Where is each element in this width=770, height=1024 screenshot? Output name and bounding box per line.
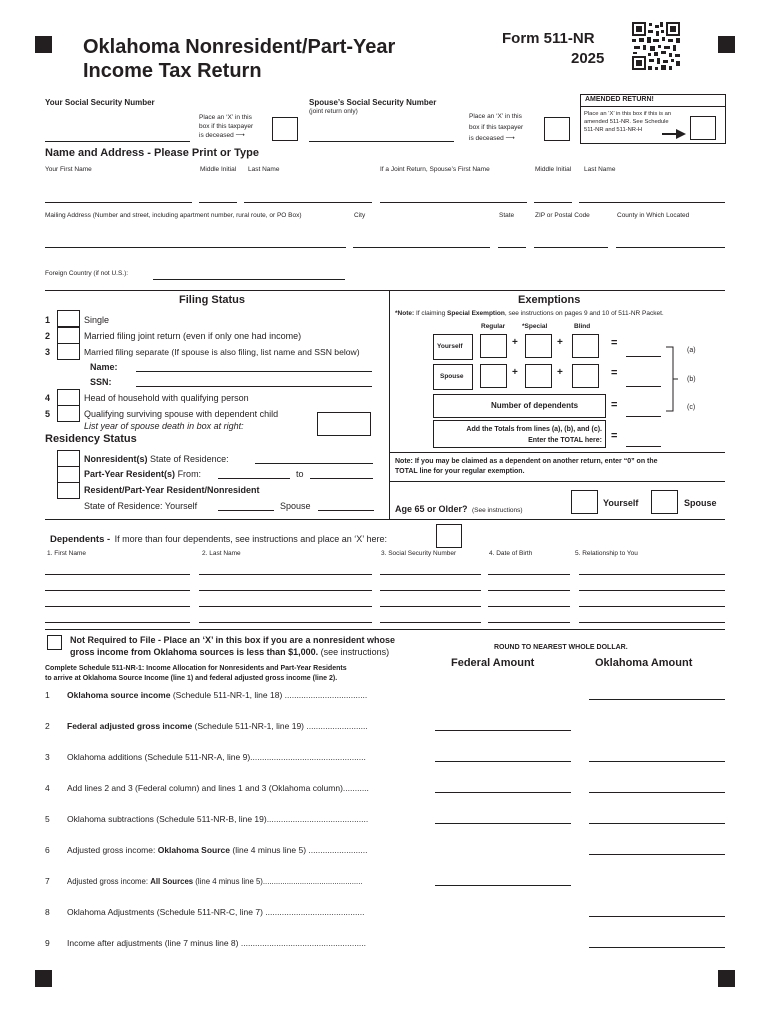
spouse-death-note: List year of spouse death in box at right: xyxy=(84,421,244,431)
county-label: County in Which Located xyxy=(617,212,690,219)
oklahoma-amount-line-1-input[interactable] xyxy=(589,699,725,700)
filing-num-3: 3 xyxy=(45,347,51,357)
exemption-spouse-blind[interactable] xyxy=(572,364,599,388)
income-line-9 xyxy=(45,938,366,948)
age65-spouse-label: Spouse xyxy=(684,498,717,508)
dependent-4-relationship-input[interactable] xyxy=(579,622,725,623)
residency-checkbox-nonresident[interactable] xyxy=(57,450,80,467)
residency-partyear: Part-Year Resident(s) From: xyxy=(84,469,202,479)
residency-spouse-input[interactable] xyxy=(318,510,374,511)
spouse-middle-initial-label: Middle Initial xyxy=(535,166,572,173)
foreign-country-label: Foreign Country (if not U.S.): xyxy=(45,270,129,277)
exemption-c-total[interactable] xyxy=(626,416,661,417)
oklahoma-amount-line-9-input[interactable] xyxy=(589,947,725,948)
spouse-ssn-label: Spouse’s Social Security Number xyxy=(309,98,437,107)
form-title xyxy=(83,35,395,83)
residency-mixed: Resident/Part-Year Resident/Nonresident xyxy=(84,485,260,495)
filing-num-1: 1 xyxy=(45,315,51,325)
exemptions-divider-2 xyxy=(389,481,725,482)
registration-mark-top-right xyxy=(718,36,735,53)
age65-label: Age 65 or Older? (See instructions) xyxy=(395,504,523,514)
age65-yourself-label: Yourself xyxy=(603,498,639,508)
round-note: ROUND TO NEAREST WHOLE DOLLAR. xyxy=(494,644,628,651)
number-of-dependents-label: Number of dependents xyxy=(491,401,579,410)
dependents-col-dob: 4. Date of Birth xyxy=(489,550,533,557)
income-line-label: (Schedule 511-NR-1, line 18) ................................... xyxy=(170,690,368,700)
residency-checkbox-mixed[interactable] xyxy=(57,482,80,499)
exemption-spouse-regular[interactable] xyxy=(480,364,507,388)
filing-num-5: 5 xyxy=(45,409,51,419)
federal-amount-line-5-input[interactable] xyxy=(435,823,571,824)
federal-amount-line-7-input[interactable] xyxy=(435,885,571,886)
registration-mark-bottom-left xyxy=(35,970,52,987)
exemptions-divider xyxy=(389,452,725,453)
spouse-deceased-checkbox[interactable] xyxy=(544,117,570,141)
nonresident-state-input[interactable] xyxy=(255,463,373,464)
income-line-3 xyxy=(45,752,366,762)
income-line-label: Oklahoma Adjustments (Schedule 511-NR-C, line 7) .......................................... xyxy=(67,907,365,917)
column-divider xyxy=(389,290,390,519)
equals-icon: = xyxy=(611,337,618,349)
spouse-ssn-fs-label: SSN: xyxy=(90,377,112,387)
zip-input[interactable] xyxy=(534,247,608,248)
dependent-2-ssn-input[interactable] xyxy=(380,590,481,591)
exemption-yourself-regular[interactable] xyxy=(480,334,507,358)
state-label: State xyxy=(499,212,515,219)
spouse-last-name-label: Last Name xyxy=(584,166,616,173)
your-ssn-input-line[interactable] xyxy=(45,141,190,142)
spouse-last-name-input[interactable] xyxy=(579,202,725,203)
filing-checkbox-separate[interactable] xyxy=(57,343,80,360)
totals-label: Add the Totals from lines (a), (b), and (c). Enter the TOTAL here: xyxy=(466,426,602,444)
federal-amount-line-3-input[interactable] xyxy=(435,761,571,762)
dependent-4-last-name-input[interactable] xyxy=(199,622,372,623)
residency-checkbox-partyear[interactable] xyxy=(57,466,80,483)
oklahoma-amount-line-4-input[interactable] xyxy=(589,792,725,793)
exemptions-heading: Exemptions xyxy=(518,294,581,306)
dependent-2-last-name-input[interactable] xyxy=(199,590,372,591)
last-name-label: Last Name xyxy=(248,166,280,173)
amended-note: Place an ‘X’ in this box if this is an amended 511-NR. See Schedule 511-NR and 511-NR-H xyxy=(584,111,672,133)
income-line-number: 4 xyxy=(45,783,50,793)
your-ssn-label: Your Social Security Number xyxy=(45,98,155,107)
filing-num-4: 4 xyxy=(45,393,51,403)
federal-amount-line-2-input[interactable] xyxy=(435,730,571,731)
middle-initial-label: Middle Initial xyxy=(200,166,237,173)
dependents-heading: Dependents - If more than four dependents, see instructions and place an ‘X’ here: xyxy=(50,534,387,545)
equals-icon: = xyxy=(611,399,618,411)
filing-label-single: Single xyxy=(84,315,110,325)
income-line-number: 1 xyxy=(45,690,50,700)
exemption-spouse-label: Spouse xyxy=(440,373,464,380)
dependent-3-first-name-input[interactable] xyxy=(45,606,190,607)
residency-yourself-input[interactable] xyxy=(218,510,274,511)
income-line-5 xyxy=(45,814,368,824)
income-line-4 xyxy=(45,783,369,793)
section-divider xyxy=(45,629,725,630)
your-deceased-checkbox[interactable] xyxy=(272,117,298,141)
income-line-8 xyxy=(45,907,364,917)
partyear-from-input[interactable] xyxy=(218,478,290,479)
form-number: Form 511-NR xyxy=(502,30,595,47)
exemption-a-total[interactable] xyxy=(626,356,661,357)
first-name-input[interactable] xyxy=(45,202,192,203)
spouse-middle-initial-input[interactable] xyxy=(534,202,572,203)
partyear-to-input[interactable] xyxy=(310,478,373,479)
amended-divider xyxy=(580,106,726,107)
mailing-address-label: Mailing Address (Number and street, including apartment number, rural route, or PO Box) xyxy=(45,212,302,219)
amended-title: AMENDED RETURN! xyxy=(585,96,654,103)
city-input[interactable] xyxy=(353,247,490,248)
last-name-input[interactable] xyxy=(244,202,372,203)
filing-label-qss: Qualifying surviving spouse with dependent child xyxy=(84,409,279,419)
dependent-1-first-name-input[interactable] xyxy=(45,574,190,575)
income-line-label: Oklahoma subtractions (Schedule 511-NR-B, line 19)........................................... xyxy=(67,814,369,824)
dependents-overflow-checkbox[interactable] xyxy=(436,524,462,548)
spouse-ssn-sub: (joint return only) xyxy=(309,108,358,115)
income-line-label: Income after adjustments (line 7 minus line 8) ..................................................... xyxy=(67,938,367,948)
filing-checkbox-qss[interactable] xyxy=(57,405,80,422)
spouse-first-name-label: If a Joint Return, Spouse’s First Name xyxy=(380,166,490,173)
income-line-number: 3 xyxy=(45,752,50,762)
registration-mark-top-left xyxy=(35,36,52,53)
filing-checkbox-hoh[interactable] xyxy=(57,389,80,406)
income-line-label: (line 4 minus line 5).............................................. xyxy=(193,877,363,886)
income-line-7 xyxy=(45,876,363,886)
dependent-4-first-name-input[interactable] xyxy=(45,622,190,623)
residency-nonresident: Nonresident(s) State of Residence: xyxy=(84,454,229,464)
abc-bracket xyxy=(664,345,684,420)
spouse-name-label: Name: xyxy=(90,362,118,372)
middle-initial-input[interactable] xyxy=(199,202,237,203)
income-line-6 xyxy=(45,845,367,855)
dependent-3-last-name-input[interactable] xyxy=(199,606,372,607)
amended-checkbox[interactable] xyxy=(690,116,716,140)
equals-icon: = xyxy=(611,367,618,379)
exemption-yourself-special[interactable] xyxy=(525,334,552,358)
income-line-bold-label: Oklahoma source income xyxy=(67,690,171,700)
residency-spouse-label: Spouse xyxy=(280,501,311,511)
dependent-note: Note: If you may be claimed as a dependent on another return, enter “0” on the TOTAL line for your regular exemption. xyxy=(395,458,658,475)
plus-icon: + xyxy=(512,337,518,348)
oklahoma-amount-line-3-input[interactable] xyxy=(589,761,725,762)
total-exemptions-input[interactable] xyxy=(626,446,661,447)
oklahoma-amount-heading: Oklahoma Amount xyxy=(595,657,693,669)
col-special: *Special xyxy=(522,323,548,330)
not-required-text: Not Required to File - Place an ‘X’ in this box if you are a nonresident whose gross income from Oklahoma sources is less than $1,000. (see instructions) xyxy=(70,635,396,657)
not-required-checkbox[interactable] xyxy=(47,635,62,650)
equals-icon: = xyxy=(611,430,618,442)
income-line-label: Add lines 2 and 3 (Federal column) and lines 1 and 3 (Oklahoma column)........... xyxy=(67,783,369,793)
foreign-country-input[interactable] xyxy=(153,279,345,280)
label-c: (c) xyxy=(687,404,696,411)
spouse-ssn-input-line[interactable] xyxy=(309,141,454,142)
age65-yourself-checkbox[interactable] xyxy=(571,490,598,514)
dependent-2-first-name-input[interactable] xyxy=(45,590,190,591)
filing-checkbox-single[interactable] xyxy=(57,310,80,327)
dependent-2-dob-input[interactable] xyxy=(488,590,570,591)
income-line-bold-label: Federal adjusted gross income xyxy=(67,721,193,731)
label-b: (b) xyxy=(687,376,696,383)
income-line-2 xyxy=(45,721,368,731)
section-divider xyxy=(45,290,725,291)
income-line-number: 5 xyxy=(45,814,50,824)
income-line-number: 9 xyxy=(45,938,50,948)
col-regular: Regular xyxy=(481,323,506,330)
dependent-4-dob-input[interactable] xyxy=(488,622,570,623)
filing-num-2: 2 xyxy=(45,331,51,341)
tax-year: 2025 xyxy=(571,50,605,67)
income-line-label: Oklahoma additions (Schedule 511-NR-A, line 9)................................................. xyxy=(67,752,366,762)
spouse-deceased-note: Place an ‘X’ in this box if this taxpayer is deceased ⟶ xyxy=(469,113,524,142)
dependents-col-relationship: 5. Relationship to You xyxy=(575,550,638,557)
complete-schedule-note: Complete Schedule 511-NR-1: Income Allocation for Nonresidents and Part-Year Residents to arrive at Oklahoma Source Income (line 1) and federal adjusted gross income (line 2). xyxy=(45,665,347,682)
label-a: (a) xyxy=(687,347,696,354)
form-title-line2: Income Tax Return xyxy=(83,60,262,82)
partyear-to-label: to xyxy=(296,469,304,479)
city-label: City xyxy=(354,212,366,219)
dependents-col-last: 2. Last Name xyxy=(202,550,241,557)
your-deceased-note: Place an ‘X’ in this box if this taxpayer is deceased ⟶ xyxy=(199,114,254,139)
section-divider xyxy=(45,519,725,520)
first-name-label: Your First Name xyxy=(45,166,92,173)
exemption-spouse-special[interactable] xyxy=(525,364,552,388)
dependent-4-ssn-input[interactable] xyxy=(380,622,481,623)
income-line-number: 6 xyxy=(45,845,50,855)
arrow-right-icon: ⟶ xyxy=(235,132,245,139)
exemption-b-total[interactable] xyxy=(626,386,661,387)
dependents-col-ssn: 3. Social Security Number xyxy=(381,550,457,557)
dependent-3-relationship-input[interactable] xyxy=(579,606,725,607)
income-line-bold-label: All Sources xyxy=(150,877,194,886)
plus-icon: + xyxy=(557,337,563,348)
arrow-right-icon: ⟶ xyxy=(505,135,515,142)
federal-amount-heading: Federal Amount xyxy=(451,657,535,669)
dependent-1-last-name-input[interactable] xyxy=(199,574,372,575)
spouse-ssn-fs-input[interactable] xyxy=(136,386,372,387)
spouse-death-year-box[interactable] xyxy=(317,412,371,436)
mailing-address-input[interactable] xyxy=(45,247,346,248)
dependent-3-dob-input[interactable] xyxy=(488,606,570,607)
arrow-right-icon xyxy=(662,126,686,144)
age65-spouse-checkbox[interactable] xyxy=(651,490,678,514)
filing-status-heading: Filing Status xyxy=(179,294,245,306)
income-line-label: Adjusted gross income: xyxy=(67,845,158,855)
spouse-name-input[interactable] xyxy=(136,371,372,372)
filing-label-hoh: Head of household with qualifying person xyxy=(84,393,249,403)
col-blind: Blind xyxy=(574,323,591,330)
filing-checkbox-joint[interactable] xyxy=(57,327,80,344)
exemption-yourself-label: Yourself xyxy=(437,343,463,350)
filing-label-joint: Married filing joint return (even if only one had income) xyxy=(84,331,302,341)
income-line-label: (line 4 minus line 5) ......................... xyxy=(230,845,368,855)
county-input[interactable] xyxy=(616,247,725,248)
residency-yourself-label: State of Residence: Yourself xyxy=(84,501,198,511)
zip-label: ZIP or Postal Code xyxy=(535,212,590,219)
plus-icon: + xyxy=(557,367,563,378)
income-line-label: Adjusted gross income: xyxy=(67,877,151,886)
filing-label-separate: Married filing separate (If spouse is also filing, list name and SSN below) xyxy=(84,347,360,357)
dependent-2-relationship-input[interactable] xyxy=(579,590,725,591)
dependent-1-dob-input[interactable] xyxy=(488,574,570,575)
income-line-label: (Schedule 511-NR-1, line 19) .......................... xyxy=(192,721,368,731)
exemption-yourself-blind[interactable] xyxy=(572,334,599,358)
oklahoma-amount-line-6-input[interactable] xyxy=(589,854,725,855)
federal-amount-line-4-input[interactable] xyxy=(435,792,571,793)
dependent-3-ssn-input[interactable] xyxy=(380,606,481,607)
oklahoma-amount-line-8-input[interactable] xyxy=(589,916,725,917)
exemptions-note: *Note: If claiming Special Exemption, see instructions on pages 9 and 10 of 511-NR Packet. xyxy=(395,310,664,317)
income-line-number: 7 xyxy=(45,876,50,886)
registration-mark-bottom-right xyxy=(718,970,735,987)
income-line-number: 2 xyxy=(45,721,50,731)
form-title-line1: Oklahoma Nonresident/Part-Year xyxy=(83,36,396,58)
income-line-number: 8 xyxy=(45,907,50,917)
oklahoma-amount-line-5-input[interactable] xyxy=(589,823,725,824)
dependent-1-relationship-input[interactable] xyxy=(579,574,725,575)
name-address-heading: Name and Address - Please Print or Type xyxy=(45,147,259,159)
qr-code xyxy=(632,22,680,70)
income-line-bold-label: Oklahoma Source xyxy=(157,845,230,855)
spouse-first-name-input[interactable] xyxy=(380,202,527,203)
dependents-col-first: 1. First Name xyxy=(47,550,87,557)
dependent-1-ssn-input[interactable] xyxy=(380,574,481,575)
state-input[interactable] xyxy=(498,247,526,248)
income-line-1 xyxy=(45,690,367,700)
plus-icon: + xyxy=(512,367,518,378)
residency-heading: Residency Status xyxy=(45,433,137,445)
